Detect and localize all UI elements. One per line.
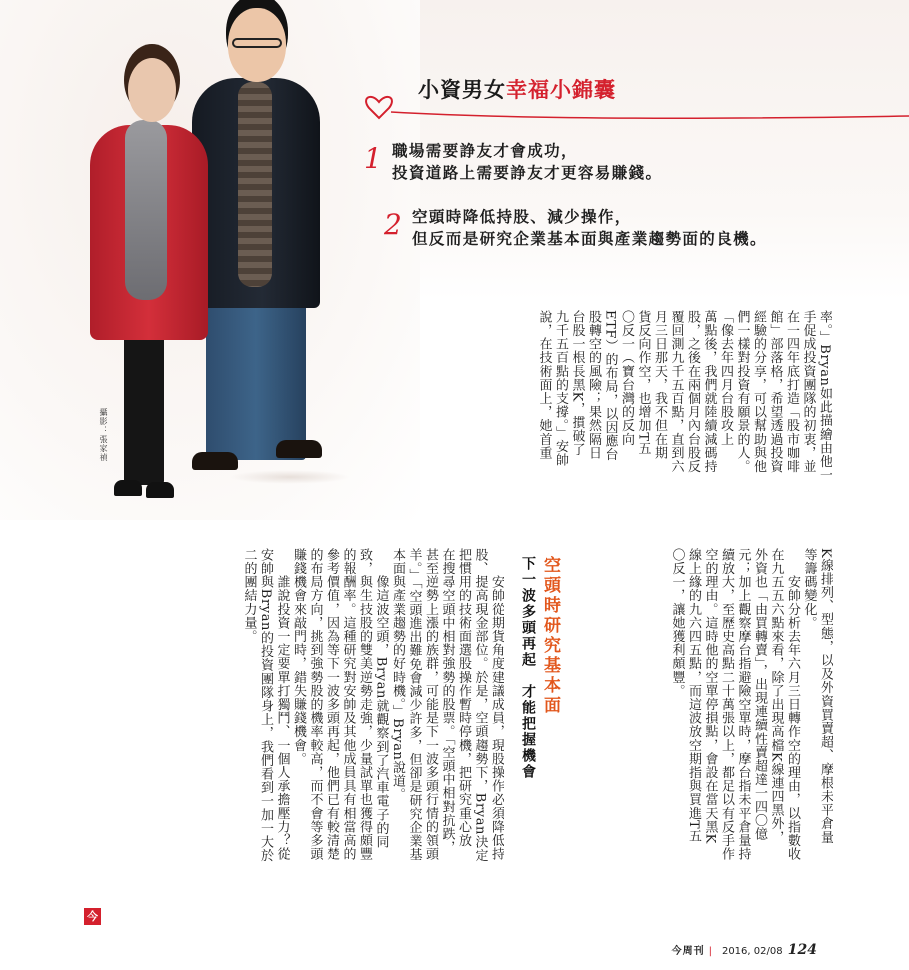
portrait-photo [80,0,360,520]
article-line: 把慣用的技術面選股操作暫時停機，把研究重心放 [456,548,471,848]
article-line: 「像去年四月台股攻上 [718,310,733,446]
article-line: ETF）的布局，以因應台 [602,310,618,462]
woman-legs [124,335,164,485]
page-title [418,74,616,104]
tip-2-line-1: 空頭時降低持股、減少操作， [412,207,632,226]
subheading-main: 空頭時研究基本面 [540,556,560,716]
woman-shoe [114,480,142,496]
article-line: 貨反向作空，也增加T五 [635,310,651,456]
floor-shadow [230,470,350,484]
title-black: 小資男女 [418,77,506,102]
article-line: 九千五百點的支撐。」安帥 [553,310,568,467]
article-line: 們一樣對投資有願景的人。 [734,310,750,474]
article-line: 股、提高現金部位。於是，空頭趨勢下，Bryan決定 [472,548,488,863]
article-line: 的報酬率。這種研究對安帥及其他成員具有相當高的 [340,548,356,861]
lower-left-article-columns [84,548,504,926]
tip-1-line-1: 職場需要諍友才會成功， [392,141,578,160]
article-line: 元；加上觀察摩台指避險空單時，摩台指未平倉量持 [735,548,751,861]
article-line: 線上緣的九六四五點，而這波放空期指與買進T五 [686,548,701,843]
issue-date: 2016, 02/08 [721,946,783,957]
article-line: 羊。」「空頭進出難免會減少許多，但卻是研究企業基 [406,548,422,862]
man-scarf [238,82,272,287]
article-line: 甚至逆勢上漲的族群，可能是下一波多頭行情的領頭 [423,548,438,861]
article-line: 率。」Bryan如此描繪由他一 [817,310,832,482]
tip-number-1: 1 [364,142,382,175]
tip-2-line-2: 但反而是研究企業基本面與產業趨勢面的良機。 [412,229,767,248]
article-line: 台股一根長黑K，摜破了 [569,310,585,457]
article-line: 說，在技術面上，她首重 [536,310,552,460]
article-line: 在一四年底打造「股市咖啡 [784,310,799,474]
title-red: 幸福小錦囊 [506,77,616,102]
article-line: 〇反一，讓她獲利頗豐。 [669,548,685,698]
article-line: 覆回測九千五百點，直到六 [668,310,684,474]
woman-scarf [125,120,167,300]
woman-shoe [146,482,174,498]
photo-credit: 攝影：張家禎 [99,408,108,462]
article-line: 的布局方向，挑到強勢股的機率較高，而不會等多頭 [307,548,323,861]
article-line: 賺錢機會來敲門時，錯失賺錢機會。 [291,548,306,766]
upper-article-columns [362,310,832,545]
article-line: 安帥與Bryan的投資團隊身上，我們看到一加一大於 [258,548,273,863]
article-line: 安帥從期貨角度建議成員，現股操作必須降低持 [489,548,504,861]
article-line: 手促成投資團隊的初衷，並 [800,310,816,474]
article-line: 安帥分析去年六月三日轉作空的理由，以指數收 [785,548,800,861]
article-line: 股，之後在兩個月內台股反 [685,310,700,474]
article-line: 在九五五六點來看，除了出現高檔K線連四黑外， [768,548,784,844]
page-number: 124 [787,942,817,958]
article-line: 經驗的分享，可以幫助與他 [751,310,766,474]
article-line: 參考價值，因為等下一波多頭再起，他們已有較清楚 [324,548,339,861]
article-line: 館」部落格，希望透過投資 [767,310,783,474]
article-line: 本面與產業趨勢的好時機。」Bryan說道。 [390,548,405,802]
tip-1-line-2: 投資道路上需要諍友才更容易賺錢。 [392,163,663,182]
man-glasses [232,38,282,48]
article-line: 致，與生技股的雙美逆勢走強，少量試單也獲得頗豐 [357,548,372,861]
article-line: 股轉空的風險；果然隔日 [586,310,601,460]
subheading-sub: 下一波多頭再起 才能把握機會 [520,556,536,780]
article-line: 續放大，至歷史高點二十萬張以上，都足以有反手作 [719,548,734,861]
article-line: 外資也「由買轉賣」，出現連續性賣超達一四〇億 [752,548,767,841]
article-line: 像這波空頭，Bryan就觀察到了汽車電子的同 [373,548,389,849]
tip-number-2: 2 [384,208,402,241]
magazine-name: 今周刊 [671,946,705,957]
article-line: K線排列、型態，以及外資買賣超、摩根未平倉量 [818,548,833,844]
man-shoe [276,440,322,458]
man-jeans [206,300,306,460]
footer-separator: | [708,946,712,957]
article-line: 等籌碼變化。 [801,548,817,630]
page-footer [672,942,817,958]
article-line: 空的理由。這時他的空單停損點，會設在當天黑K [702,548,718,844]
article-end-mark: 今 [84,908,101,925]
lower-right-article-columns [585,548,833,926]
article-line: 月三日那天，我不但在期 [652,310,667,460]
article-line: 在搜尋空頭中相對強勢的股票。「空頭中相對抗跌， [439,548,455,855]
article-line: 誰說投資一定要單打獨鬥、一個人承擔壓力？從 [274,548,290,861]
man-shoe [192,452,238,470]
article-line: 萬點後，我們就陸續減碼持 [701,310,717,474]
article-line: 二的團結力量。 [241,548,257,644]
woman-head [128,58,176,122]
section-subheading [518,556,563,796]
article-line: 〇反一（寶台灣的反向 [619,310,634,446]
tip-2 [412,206,767,250]
tip-1 [392,140,662,184]
